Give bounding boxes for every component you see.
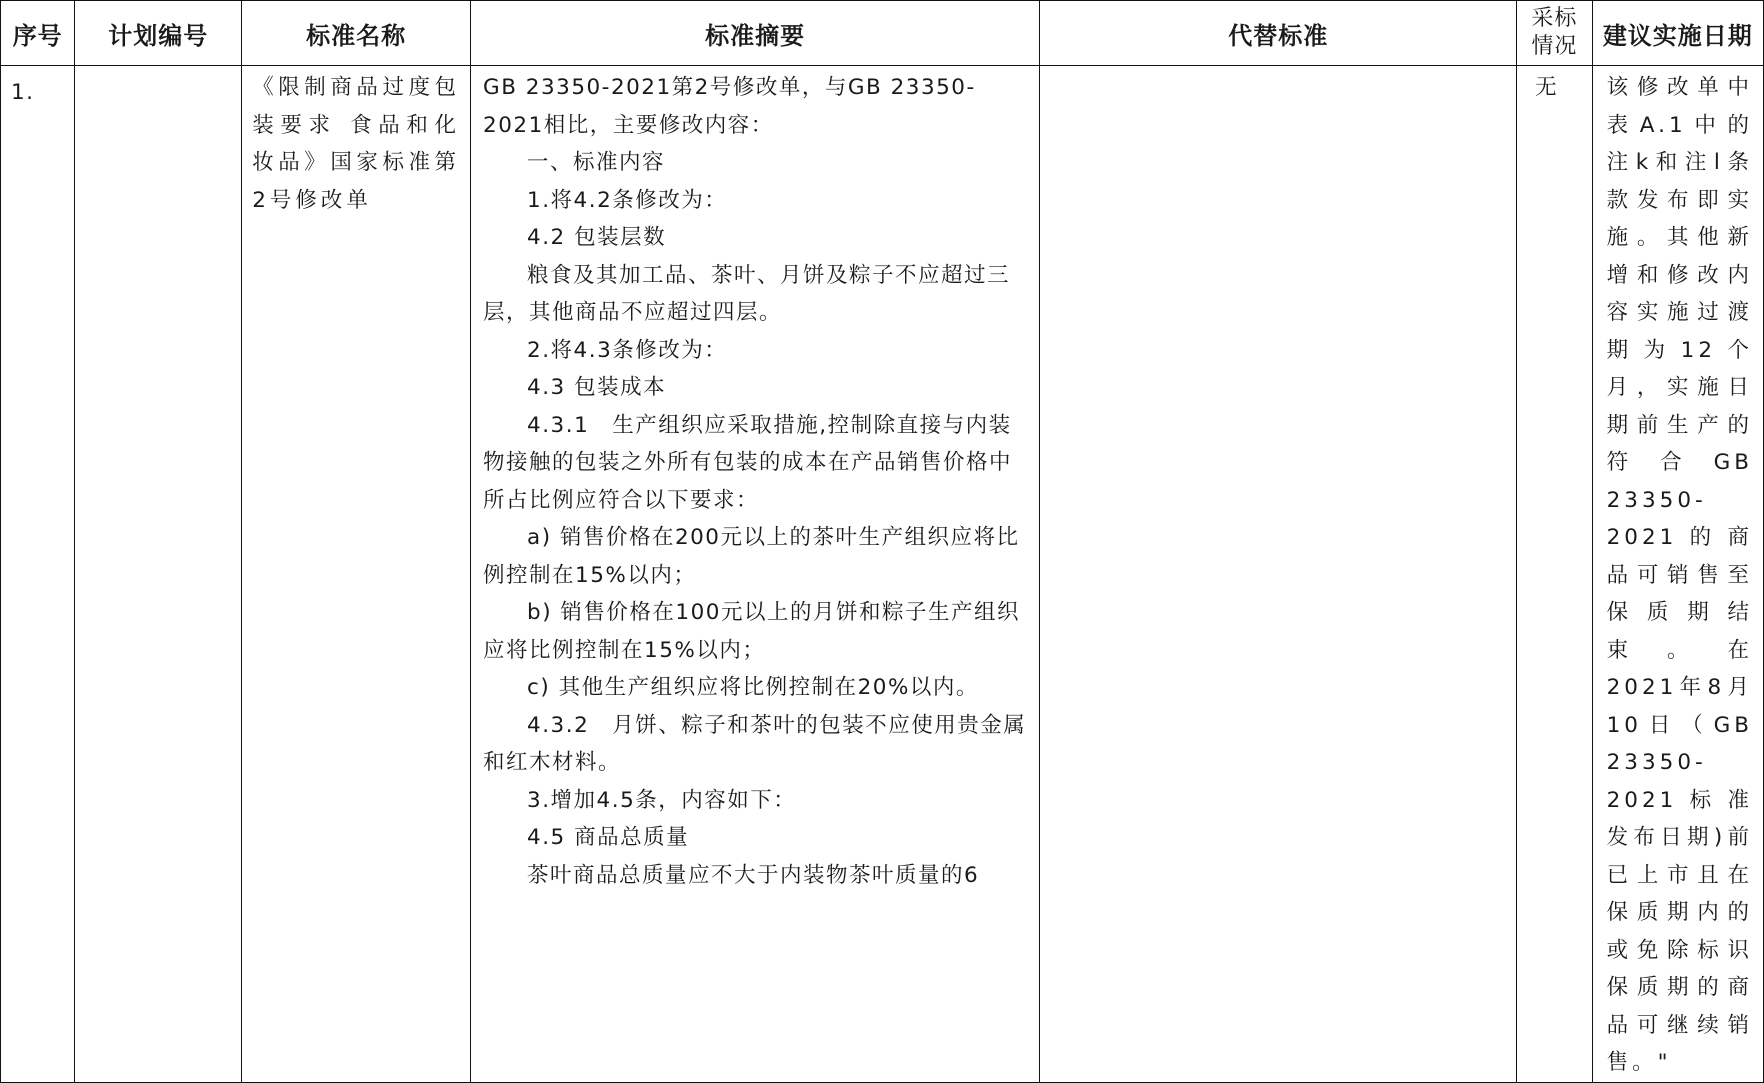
summary-paragraph: c) 其他生产组织应将比例控制在20%以内。 [527,675,979,700]
cell-standard-name: 《限制商品过度包装要求 食品和化妆品》国家标准第2号修改单 [242,66,471,1083]
summary-paragraph: 4.3.1 生产组织应采取措施,控制除直接与内装物接触的包装之外所有包装的成本在产品销售价格中所占比例应符合以下要求： [483,412,1013,513]
summary-paragraph: 3.增加4.5条，内容如下： [527,787,797,813]
cell-seq: 1. [1,66,75,1083]
header-summary: 标准摘要 [471,1,1040,66]
cell-adoption: 无 [1517,66,1593,1083]
header-seq: 序号 [1,1,75,66]
summary-paragraph: 4.5 商品总质量 [527,825,690,850]
summary-paragraph: 4.3.2 月饼、粽子和茶叶的包装不应使用贵金属和红木材料。 [483,712,1027,775]
summary-paragraph: 粮食及其加工品、茶叶、月饼及粽子不应超过三层，其他商品不应超过四层。 [483,262,1011,325]
header-standard-name: 标准名称 [242,1,471,66]
header-replaced-standard: 代替标准 [1040,1,1517,66]
summary-paragraph: 4.2 包装层数 [527,225,667,250]
summary-paragraph: 4.3 包装成本 [527,375,667,400]
header-row [1,1,1764,66]
summary-paragraph: a) 销售价格在200元以上的茶叶生产组织应将比例控制在15%以内； [483,525,1020,588]
header-adoption-line2: 情况 [1531,34,1578,59]
summary-paragraph: GB 23350-2021第2号修改单，与GB 23350-2021相比，主要修改内容： [483,75,976,138]
summary-paragraphs [483,69,1029,894]
header-impl-date: 建议实施日期 [1592,1,1763,66]
cell-replaced-standard [1040,66,1517,1083]
header-plan-no: 计划编号 [75,1,242,66]
summary-paragraph: 1.将4.2条修改为： [527,187,728,213]
summary-paragraph: b) 销售价格在100元以上的月饼和粽子生产组织应将比例控制在15%以内； [483,600,1020,663]
summary-paragraph: 茶叶商品总质量应不大于内装物茶叶质量的6 [527,862,980,888]
header-adoption-line1: 采标 [1531,6,1578,31]
header-adoption [1517,1,1593,66]
table-row [1,66,1764,1083]
summary-paragraph: 一、标准内容 [527,150,666,175]
cell-impl-date: 该修改单中表A.1中的注k和注l条款发布即实施。其他新增和修改内容实施过渡期为12个月，实施日期前生产的符合GB 23350-2021的商品可销售至保质期结束。在2021年8月10日（GB 23350-2021标准发布日期)前已上市且在保质期内的或免除标识保质期的商品可继续销售。" [1592,66,1763,1083]
cell-plan-no [75,66,242,1083]
cell-summary [471,66,1040,1083]
summary-paragraph: 2.将4.3条修改为： [527,337,728,363]
